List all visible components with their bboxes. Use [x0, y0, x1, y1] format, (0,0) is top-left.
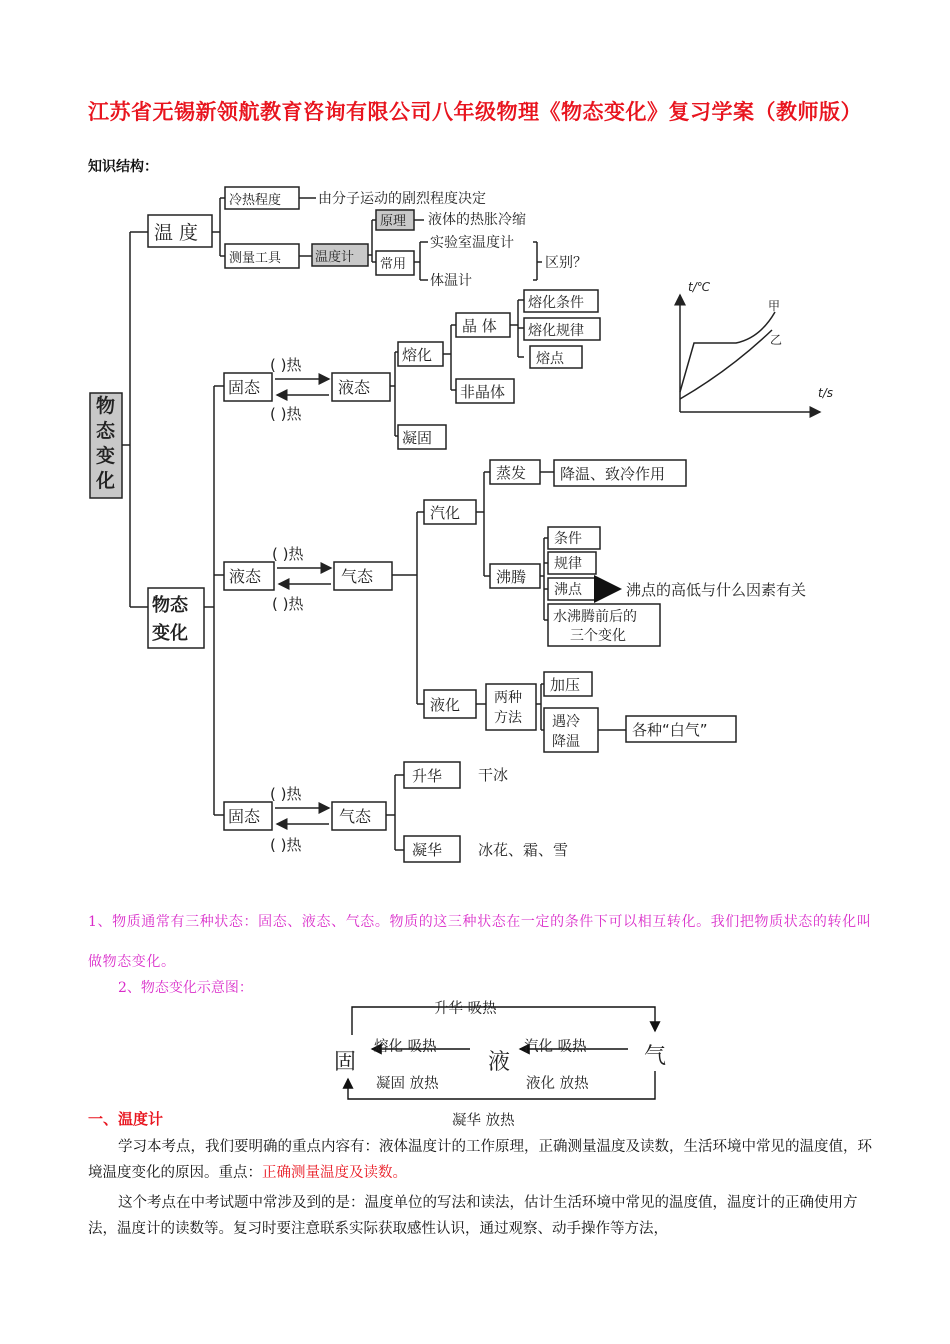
graph-curve-a: 甲 — [768, 299, 781, 313]
three-changes-line1: 水沸腾前后的 — [553, 609, 637, 625]
root-char-1: 物 — [96, 395, 116, 417]
paragraph-2: 2、物态变化示意图： — [118, 980, 253, 996]
section-1-paragraph-2: 这个考点在中考试题中常涉及到的是：温度单位的写法和读法，估计生活环境中常见的温度值，温度计的正确使用方法，温度计的读数等。复习时要注意联系实际获取感性认识，通过观察、动手操作等方法， — [88, 1195, 858, 1237]
liquefaction-label: 液化 放热 — [526, 1076, 589, 1092]
lab-thermometer: 实验室温度计 — [430, 235, 514, 251]
blank-heat-3: ( )热 — [272, 545, 304, 563]
principle-node: 原理 — [380, 214, 407, 229]
melting-label: 熔化 吸热 — [374, 1039, 437, 1055]
two-methods-line1: 两种 — [494, 690, 522, 706]
desublimation-label: 凝华 放热 — [452, 1113, 515, 1129]
crystal-node: 晶 体 — [462, 317, 497, 335]
blank-heat-1: ( )热 — [270, 356, 302, 374]
blank-heat-5: ( )热 — [270, 785, 302, 803]
liquid-node-1: 液态 — [338, 378, 371, 397]
boiling-node: 沸腾 — [496, 568, 527, 586]
root-char-2: 态 — [96, 420, 116, 442]
graph-y-label: t/℃ — [688, 280, 711, 294]
section-1-p1-text: 学习本考点，我们要明确的重点内容有：液体温度计的工作原理，正确测量温度及读数，生活环境中常见的温度值，环境温度变化的原因。重点： — [88, 1139, 872, 1181]
cooling-desc: 降温、致冷作用 — [560, 465, 666, 483]
pressurize-node: 加压 — [550, 676, 581, 694]
temperature-node: 温 度 — [154, 222, 199, 244]
blank-heat-4: ( )热 — [272, 595, 304, 613]
root-char-3: 变 — [96, 445, 116, 467]
sublimation-label: 升华 吸热 — [434, 1001, 497, 1017]
gas-node-1: 气态 — [341, 567, 374, 586]
section-1-title: 一、温度计 — [88, 1110, 164, 1128]
liquid-state-label: 液 — [488, 1050, 511, 1075]
root-char-4: 化 — [96, 470, 116, 492]
knowledge-structure-label: 知识结构： — [88, 159, 158, 175]
blank-heat-2: ( )热 — [270, 405, 302, 423]
vaporization-label: 汽化 吸热 — [524, 1039, 587, 1055]
section-1-paragraph-1 — [88, 1134, 878, 1186]
change-node-line2: 变化 — [152, 623, 188, 644]
section-1-p1-keypoint: 正确测量温度及读数。 — [262, 1165, 407, 1181]
dry-ice-example: 干冰 — [478, 766, 509, 784]
solidify-node: 凝固 — [402, 429, 433, 447]
two-methods-line2: 方法 — [494, 710, 522, 726]
melting-point: 熔点 — [536, 351, 564, 367]
solid-node-2: 固态 — [228, 807, 261, 826]
hot-cold-node: 冷热程度 — [229, 193, 282, 208]
desublimation-node: 凝华 — [412, 841, 443, 859]
boiling-point-desc: 沸点的高低与什么因素有关 — [626, 581, 807, 599]
difference-label: 区别？ — [545, 255, 587, 271]
gas-state-label: 气 — [644, 1044, 667, 1069]
gas-node-2: 气态 — [339, 807, 372, 826]
boiling-point-node: 沸点 — [554, 582, 582, 598]
thermometer-node: 温度计 — [315, 250, 355, 265]
solid-state-label: 固 — [334, 1050, 357, 1075]
melting-rule: 熔化规律 — [528, 323, 584, 339]
frost-example: 冰花、霜、雪 — [478, 841, 569, 859]
liquefy-node: 液化 — [430, 696, 461, 714]
change-node-line1: 物态 — [152, 595, 188, 616]
white-gas-node: 各种“白气” — [632, 721, 708, 739]
blank-heat-6: ( )热 — [270, 836, 302, 854]
page-title: 江苏省无锡新领航教育咨询有限公司八年级物理《物态变化》复习学案（教师版） — [88, 100, 862, 124]
melting-node: 熔化 — [402, 346, 433, 364]
evaporate-node: 蒸发 — [496, 464, 527, 482]
cool-down-line2: 降温 — [552, 734, 580, 750]
graph-x-label: t/s — [818, 386, 833, 400]
hot-cold-desc: 由分子运动的剧烈程度决定 — [318, 191, 486, 207]
liquid-node-2: 液态 — [229, 567, 262, 586]
non-crystal-node: 非晶体 — [460, 383, 506, 401]
cool-down-line1: 遇冷 — [552, 714, 580, 730]
melting-condition: 熔化条件 — [528, 295, 584, 311]
rule-node: 规律 — [554, 556, 582, 572]
graph-curve-b: 乙 — [770, 333, 783, 347]
solid-node-1: 固态 — [228, 378, 261, 397]
body-thermometer: 体温计 — [430, 273, 472, 289]
condition-node: 条件 — [554, 531, 582, 547]
paragraph-1: 1、物质通常有三种状态：固态、液态、气态。物质的这三种状态在一定的条件下可以相互转化。我们把物质状态的转化叫做物态变化。 — [88, 914, 872, 970]
three-changes-line2: 三个变化 — [570, 628, 626, 644]
sublimation-node: 升华 — [412, 767, 443, 785]
state-change-diagram — [330, 995, 680, 1135]
principle-desc: 液体的热胀冷缩 — [428, 212, 526, 228]
measure-tool-node: 测量工具 — [229, 251, 282, 266]
vaporize-node: 汽化 — [430, 504, 461, 522]
solidification-label: 凝固 放热 — [376, 1076, 439, 1092]
common-node: 常用 — [380, 257, 407, 272]
